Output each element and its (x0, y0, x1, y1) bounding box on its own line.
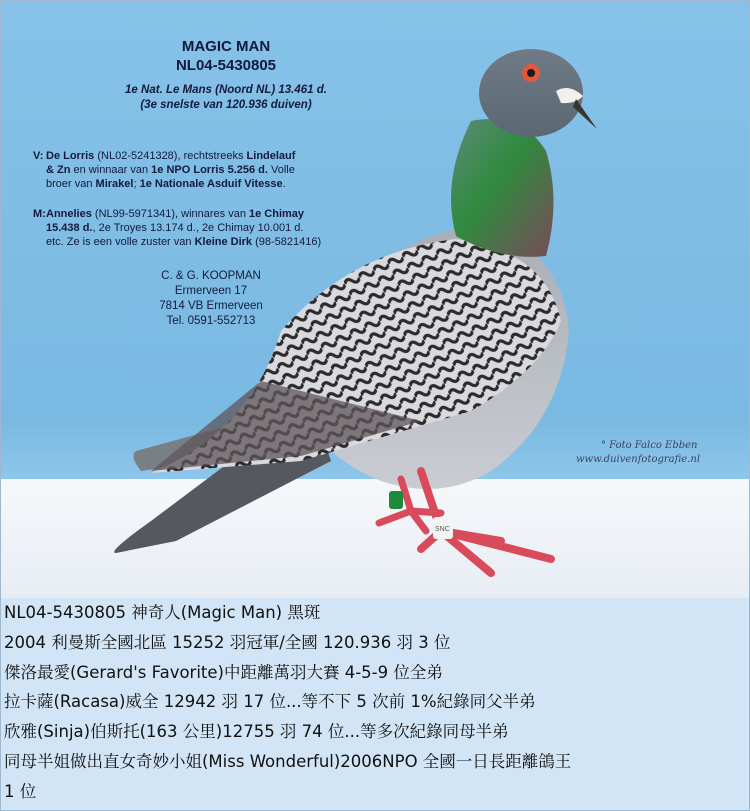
breeder-street: Ermerveen 17 (174, 285, 248, 297)
pigeon-name: MAGIC MAN (181, 38, 271, 55)
pigeon-photo (1, 1, 749, 598)
green-ring (389, 491, 403, 509)
breeder-address (111, 269, 311, 329)
ring-tag-text: SNC (435, 526, 450, 533)
result-line-1: 1e Nat. Le Mans (Noord NL) 13.461 d. (125, 84, 327, 96)
caption-line-5: 欣雅(Sinja)伯斯托(163 公里)12755 羽 74 位...等多次紀錄同母半弟 (4, 722, 509, 741)
dam-info: M: Annelies (NL99-5971341), winnares van 1e Chimay 15.438 d., 2e Troyes 13.174 d., 2e Chimay 10.001 d. etc. Ze is een volle zuster van Kleine Dirk (98-5821416) (33, 208, 322, 248)
photo-credit (576, 439, 746, 467)
caption-line-7: 1 位 (4, 782, 37, 801)
caption-line-2: 2004 利曼斯全國北區 15252 羽冠軍/全國 120.936 羽 3 位 (4, 633, 451, 652)
caption-line-1: NL04-5430805 神奇人(Magic Man) 黑斑 (4, 603, 321, 622)
pigeon-ring-number: NL04-5430805 (175, 57, 277, 74)
breeder-city: 7814 VB Ermerveen (159, 300, 263, 312)
sire-info: V: De Lorris (NL02-5241328), rechtstreeks Lindelauf & Zn en winnaar van 1e NPO Lorris 5.256 d. Volle broer van Mirakel; 1e Nationale Asduif Vitesse. (33, 150, 296, 190)
chinese-caption (1, 598, 749, 810)
neck-shape (451, 119, 554, 257)
caption-line-3: 傑洛最愛(Gerard's Favorite)中距離萬羽大賽 4-5-9 位全弟 (4, 663, 443, 682)
dam-label: M: (33, 208, 46, 220)
breeder-name: C. & G. KOOPMAN (161, 270, 261, 282)
title-block (61, 37, 391, 113)
credit-photographer: ° Foto Falco Ebben (601, 440, 698, 451)
credit-website: www.duivenfotografie.nl (576, 454, 701, 465)
result-line-2: (3e snelste van 120.936 duiven) (140, 99, 312, 111)
caption-line-4: 拉卡薩(Racasa)威全 12942 羽 17 位...等不下 5 次前 1%紀錄同父半弟 (4, 692, 536, 711)
caption-line-6: 同母半姐做出直女奇妙小姐(Miss Wonderful)2006NPO 全國一日長距離鴿王 (4, 752, 572, 771)
breeder-phone: Tel. 0591-552713 (166, 315, 256, 327)
sire-label: V: (33, 150, 44, 162)
